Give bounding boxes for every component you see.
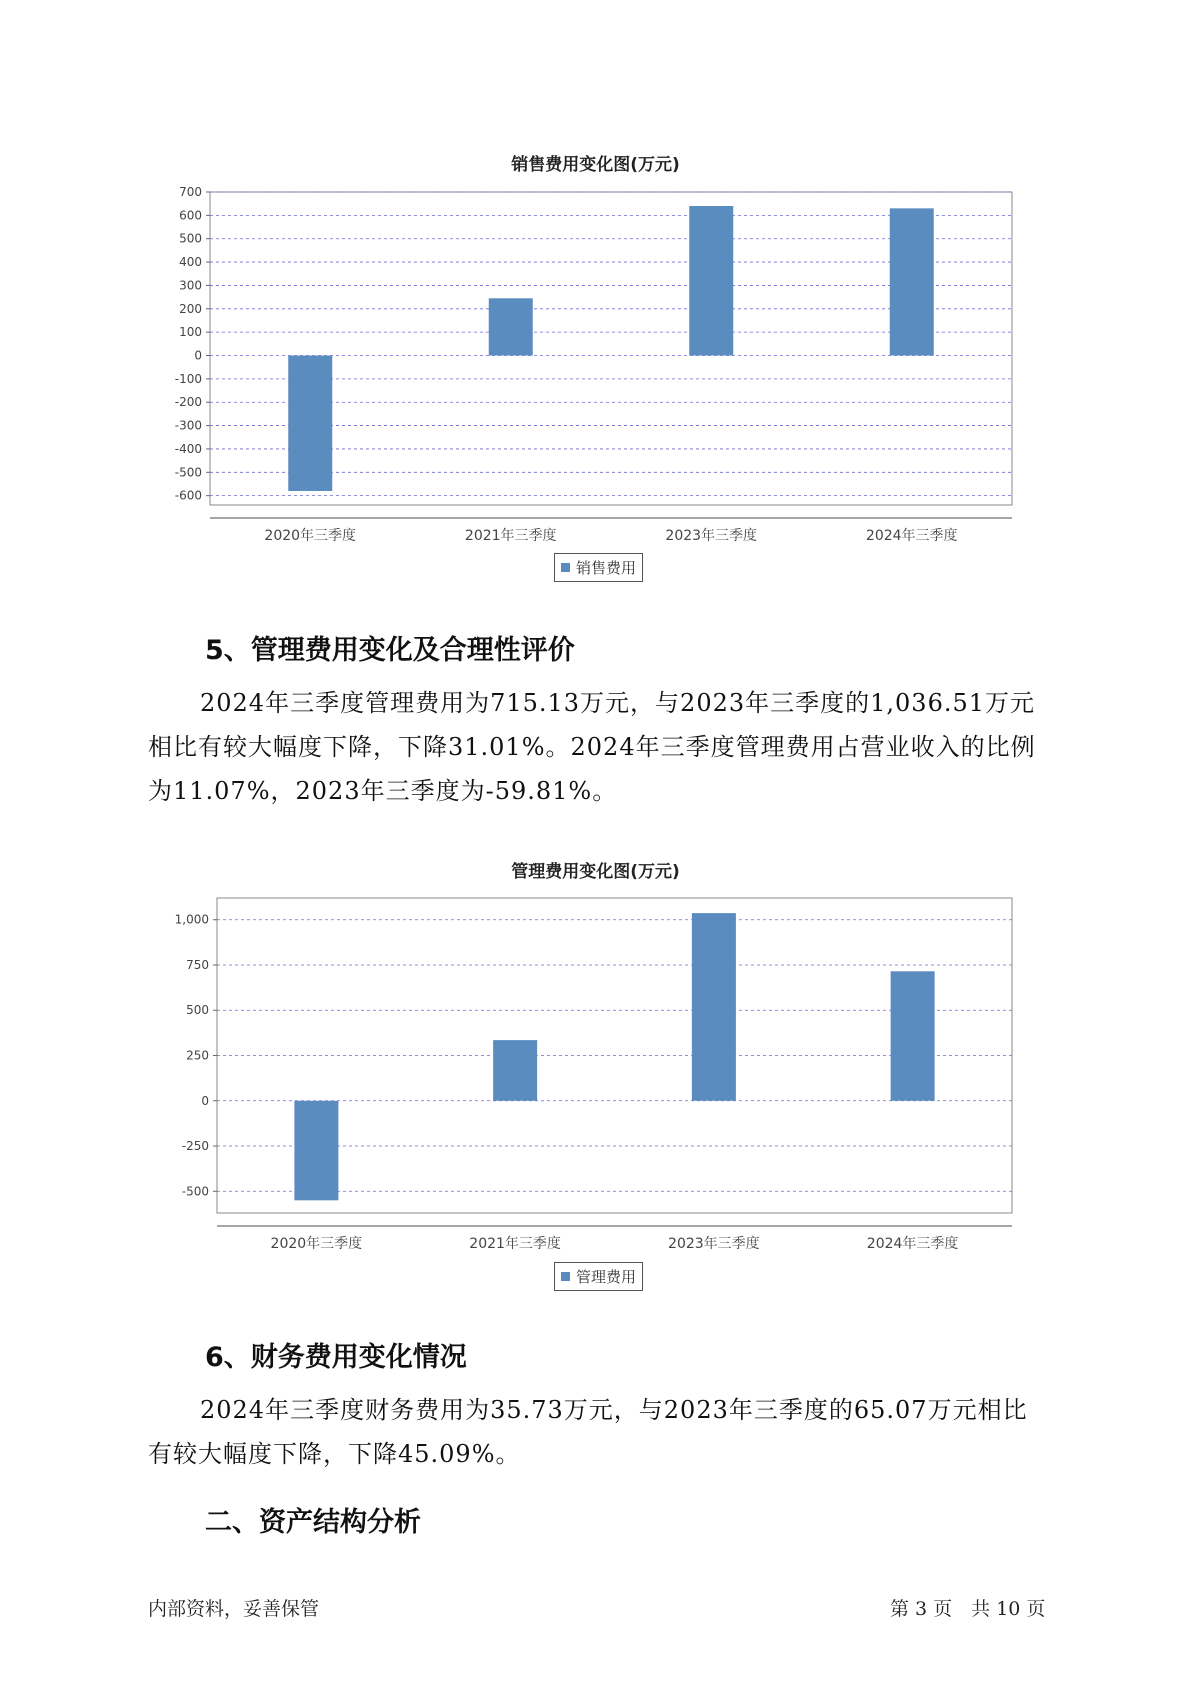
section-heading-asset-structure: 二、资产结构分析 [205, 1507, 421, 1538]
paragraph-text: 2024年三季度财务费用为35.73万元，与2023年三季度的65.07万元相比有较大幅度下降，下降45.09%。 [148, 1396, 1028, 1468]
chart-title-sales: 销售费用变化图(万元) [511, 155, 680, 175]
y-tick-label: -400 [174, 441, 202, 456]
y-tick-label: 300 [179, 278, 202, 293]
y-tick-label: -600 [174, 488, 202, 503]
y-tick-label: -250 [181, 1139, 209, 1154]
x-tick-label: 2023年三季度 [665, 528, 758, 544]
admin-expense-chart [0, 880, 1191, 1260]
bar [489, 298, 533, 355]
y-tick-label: 400 [179, 255, 202, 270]
y-tick-label: -200 [174, 395, 202, 410]
bar [890, 208, 934, 355]
x-tick-label: 2023年三季度 [668, 1236, 760, 1252]
y-tick-label: 0 [194, 348, 202, 363]
section-heading-finance-expense: 6、财务费用变化情况 [205, 1342, 467, 1373]
y-tick-label: 600 [179, 208, 202, 223]
y-tick-label: 200 [179, 301, 202, 316]
section-paragraph-finance-expense [148, 1388, 1048, 1476]
y-tick-label: 750 [186, 957, 209, 972]
chart-legend-sales [554, 553, 643, 582]
y-tick-label: 250 [186, 1048, 209, 1063]
footer-page-number: 第 3 页 共 10 页 [890, 1598, 1046, 1620]
section-paragraph-admin-expense [148, 681, 1048, 813]
y-tick-label: -300 [174, 418, 202, 433]
section-heading-admin-expense: 5、管理费用变化及合理性评价 [205, 635, 575, 666]
x-tick-label: 2021年三季度 [464, 528, 557, 544]
bar [288, 356, 332, 491]
bar [294, 1101, 338, 1201]
y-tick-label: 0 [201, 1093, 209, 1108]
legend-swatch-sales [561, 563, 570, 572]
bar [689, 206, 733, 355]
y-tick-label: 100 [179, 325, 202, 340]
x-tick-label: 2020年三季度 [264, 528, 357, 544]
y-tick-label: 700 [179, 185, 202, 199]
chart-title-admin: 管理费用变化图(万元) [511, 862, 680, 882]
footer-confidential-note: 内部资料，妥善保管 [148, 1598, 320, 1620]
chart-legend-admin [554, 1262, 643, 1291]
y-tick-label: 500 [179, 231, 202, 246]
x-tick-label: 2020年三季度 [270, 1236, 363, 1252]
legend-label-sales: 销售费用 [576, 559, 637, 577]
bar [891, 971, 935, 1100]
y-tick-label: 500 [186, 1003, 209, 1018]
x-tick-label: 2024年三季度 [865, 528, 958, 544]
paragraph-text: 2024年三季度管理费用为715.13万元，与2023年三季度的1,036.51万元相比有较大幅度下降，下降31.01%。2024年三季度管理费用占营业收入的比例为11.07%，2023年三季度为-59.81%。 [148, 689, 1036, 805]
y-tick-label: 1,000 [174, 912, 209, 927]
bar [493, 1040, 537, 1101]
legend-swatch-admin [561, 1272, 570, 1281]
y-tick-label: -500 [181, 1184, 209, 1199]
y-tick-label: -100 [174, 371, 202, 386]
y-tick-label: -500 [174, 465, 202, 480]
legend-label-admin: 管理费用 [576, 1268, 637, 1286]
sales-expense-chart [0, 170, 1191, 730]
x-tick-label: 2024年三季度 [866, 1236, 959, 1252]
x-tick-label: 2021年三季度 [469, 1236, 561, 1252]
bar [692, 913, 736, 1101]
